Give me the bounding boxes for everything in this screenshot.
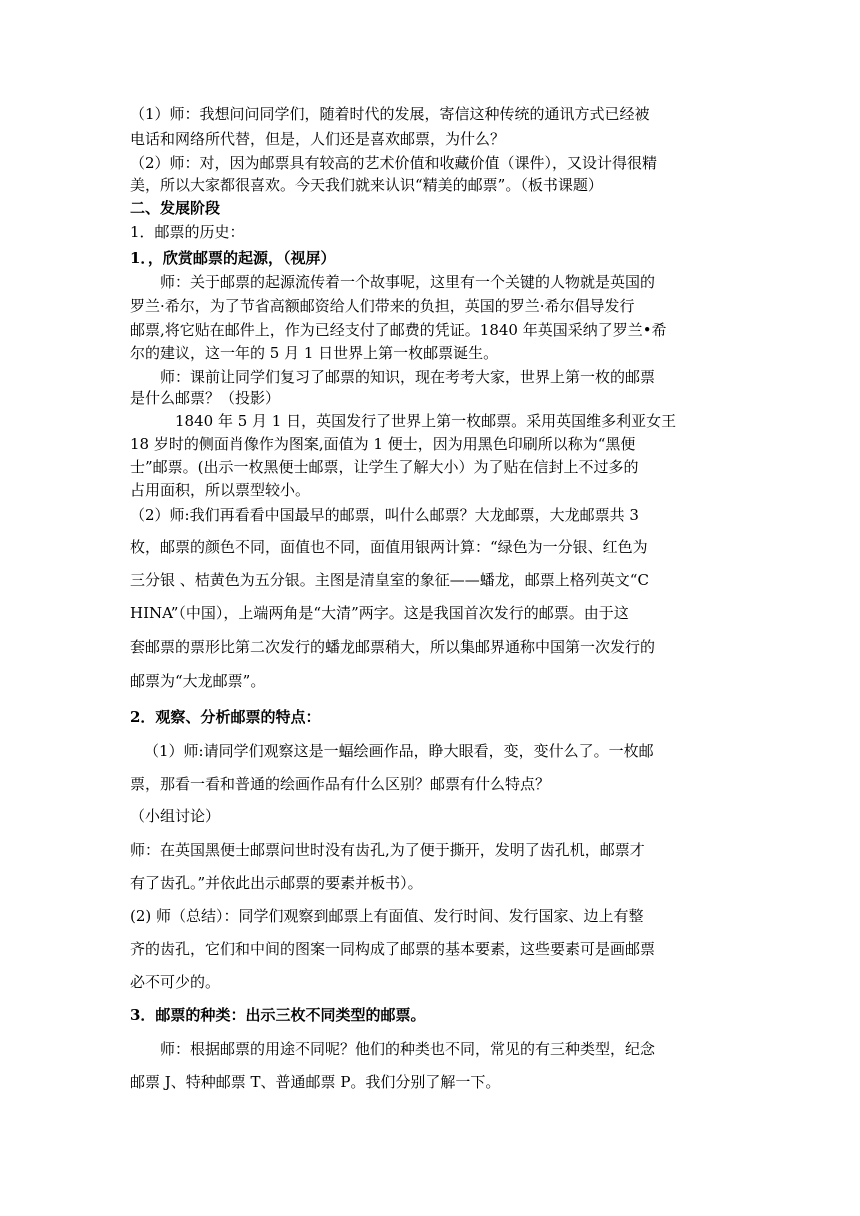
text-line: 电话和网络所代替，但是，人们还是喜欢邮票，为什么？ [130,130,506,148]
text-line: 是什么邮票？（投影） [130,389,281,407]
section-heading: 二、发展阶段 [130,199,221,217]
text-line: HINA”（中国），上端两角是“大清”两字。这是我国首次发行的邮票。由于这 [130,604,629,622]
text-line: 三分银 、桔黄色为五分银。主图是清皇室的象征——蟠龙，邮票上格列英文“C [130,571,649,589]
text-line: （1）师:请同学们观察这是一蝠绘画作品，睁大眼看，变，变什么了。一枚邮 [144,742,654,760]
subsection-heading: 3．邮票的种类：出示三枚不同类型的邮票。 [130,1006,426,1024]
text-line: 邮票 J、特种邮票 T、普通邮票 P。我们分别了解一下。 [130,1073,501,1091]
text-line: 邮票,将它贴在邮件上，作为已经支付了邮费的凭证。1840 年英国采纳了罗兰•希 [130,321,667,339]
text-line: 师：在英国黑便士邮票问世时没有齿孔,为了便于撕开，发明了齿孔机，邮票才 [130,841,645,859]
text-line: 1840 年 5 月 1 日，英国发行了世界上第一枚邮票。采用英国维多利亚女王 [175,412,677,430]
text-line: 占用面积，所以票型较小。 [130,481,311,499]
text-line: 套邮票的票形比第二次发行的蟠龙邮票稍大，所以集邮界通称中国第一次发行的 [130,638,656,656]
text-line: 必不可少的。 [130,973,221,991]
text-line: 罗兰·希尔，为了节省高额邮资给人们带来的负担，英国的罗兰·希尔倡导发行 [130,297,635,315]
text-line: （小组讨论） [130,807,221,825]
text-line: （2）师：对，因为邮票具有较高的艺术价值和收藏价值（课件），又设计得很精 [130,154,658,172]
text-line: 枚，邮票的颜色不同，面值也不同，面值用银两计算：“绿色为一分银、红色为 [130,538,648,556]
text-line: 师：根据邮票的用途不同呢？他们的种类也不同，常见的有三种类型，纪念 [160,1040,656,1058]
text-line: 18 岁时的侧面肖像作为图案,面值为 1 便士，因为用黑色印刷所以称为“黑便 [130,435,636,453]
text-line: 师：课前让同学们复习了邮票的知识，现在考考大家，世界上第一枚的邮票 [160,368,656,386]
text-line: 师：关于邮票的起源流传着一个故事呢，这里有一个关键的人物就是英国的 [160,273,656,291]
text-line: 票，那看一看和普通的绘画作品有什么区别？邮票有什么特点？ [130,775,551,793]
text-line: 1．邮票的历史： [130,223,245,241]
text-line: 齐的齿孔，它们和中间的图案一同构成了邮票的基本要素，这些要素可是画邮票 [130,940,656,958]
text-line: 士”邮票。(出示一枚黑便士邮票，让学生了解大小）为了贴在信封上不过多的 [130,458,639,476]
subsection-heading: 2．观察、分析邮票的特点： [130,708,321,726]
text-line: 有了齿孔。”并依此出示邮票的要素并板书）。 [130,874,423,892]
text-line: (2) 师（总结）：同学们观察到邮票上有面值、发行时间、发行国家、边上有整 [130,907,644,925]
text-line: 尔的建议，这一年的 5 月 1 日世界上第一枚邮票诞生。 [130,344,499,362]
text-line: （2）师:我们再看看中国最早的邮票，叫什么邮票？大龙邮票，大龙邮票共 3 [130,506,639,524]
text-line: （1）师：我想问问同学们，随着时代的发展，寄信这种传统的通讯方式已经被 [130,105,650,123]
subsection-heading: 1．，欣赏邮票的起源，（视屏） [130,249,336,267]
text-line: 邮票为“大龙邮票”。 [130,672,266,690]
text-line: 美，所以大家都很喜欢。今天我们就来认识“精美的邮票”。（板书课题） [130,176,603,194]
